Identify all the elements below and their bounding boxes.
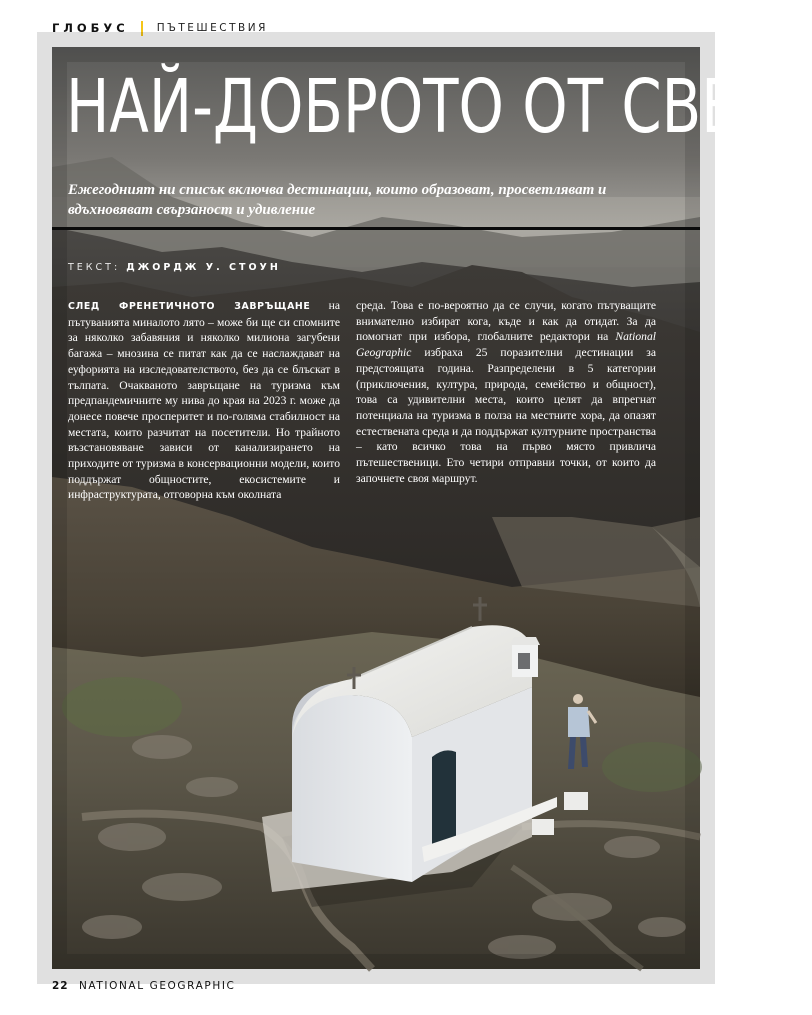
byline xyxy=(68,262,281,273)
brand-mention: National Geographic xyxy=(356,330,656,360)
article-title: НАЙ-ДОБРОТО ОТ СВЕТА xyxy=(66,64,812,150)
col1-text: на пътуванията миналото лято – може би ще си спомните за няколко забавяния и няколко милиона загубени багажа – мнозина се питат как да се наслаждават на еуфорията на изследователството, без да се блъскат в тълпата. Очакваното завръщане на туризма към предпандемичните му нива до края на 2023 г. може да донесе повече просперитет и по-голяма стабилност на местата, които разчитат на посетители. Но трайното възстановяване зависи от канализирането на приходите от туризма в консервационни модели, които поддържат общностите, екосистемите и инфраструктурата, отговорна към околната xyxy=(68,299,340,502)
body-column-1 xyxy=(68,298,340,503)
body-column-2 xyxy=(356,298,656,486)
lead-in: СЛЕД ФРЕНЕТИЧНОТО ЗАВРЪЩАНЕ xyxy=(68,301,311,312)
page-number: 22 xyxy=(52,980,69,992)
col2-text-b: избраха 25 поразителни дестинации за предстоящата година. Разпределени в 5 категории (приключения, култура, природа, семейство и общност), това са удивителни места, които целят да впрегнат потенциала на туризма в полза на местните хора, да опазят естествената среда и да поддържат културните пространства – като всичко това на първо място привлича пътешественици. Ето четири отправни точки, от които да започнете своя маршрут. xyxy=(356,346,656,485)
page-footer xyxy=(52,980,235,992)
byline-label: ТЕКСТ: xyxy=(68,262,121,273)
article-subtitle: Ежегодният ни списък включва дестинации, които образоват, просветляват и вдъхновяват свързаност и удивление xyxy=(68,182,607,218)
section-label: ГЛОБУС xyxy=(52,21,129,35)
title-rule xyxy=(52,227,700,230)
footer-brand: NATIONAL GEOGRAPHIC xyxy=(78,980,236,992)
col2-text-a: среда. Това е по-вероятно да се случи, когато пътуващите внимателно избират кога, къде и как да отидат. За да помогнат при избора, глобалните редактори на xyxy=(356,299,656,344)
subsection-label: ПЪТЕШЕСТВИЯ xyxy=(156,22,268,34)
byline-author: ДЖОРДЖ У. СТОУН xyxy=(126,262,281,273)
